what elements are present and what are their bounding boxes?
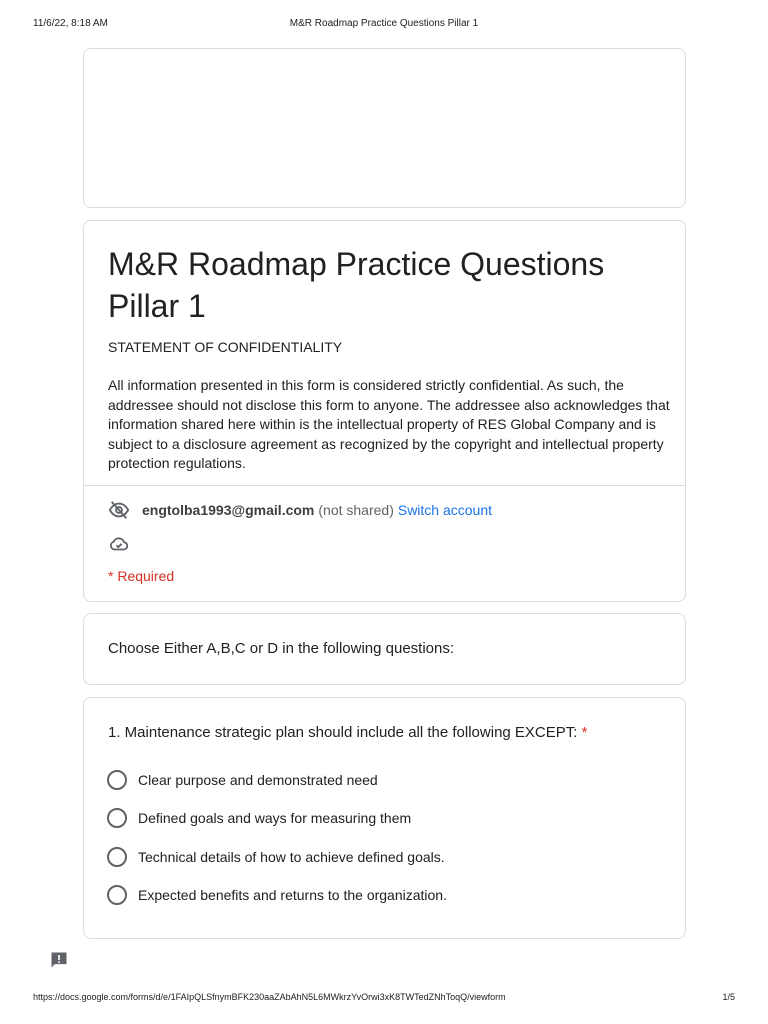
print-header xyxy=(0,18,768,32)
account-email: engtolba1993@gmail.com xyxy=(142,502,315,518)
radio-button[interactable] xyxy=(107,770,127,790)
instructions-text: Choose Either A,B,C or D in the following questions: xyxy=(108,640,455,657)
radio-button[interactable] xyxy=(107,808,127,828)
form-title: M&R Roadmap Practice Questions Pillar 1 xyxy=(108,246,605,324)
confidentiality-heading: STATEMENT OF CONFIDENTIALITY xyxy=(108,339,343,355)
report-feedback-icon[interactable] xyxy=(49,950,69,970)
question-label: 1. Maintenance strategic plan should include all the following EXCEPT: xyxy=(108,724,578,741)
option-label: Clear purpose and demonstrated need xyxy=(138,772,378,788)
account-row xyxy=(108,499,492,521)
option-a[interactable] xyxy=(107,769,378,791)
form-banner xyxy=(83,48,686,208)
not-shared-label: (not shared) xyxy=(318,502,394,518)
page-number: 1/5 xyxy=(722,992,735,1002)
option-b[interactable] xyxy=(107,807,411,829)
print-doc-title: M&R Roadmap Practice Questions Pillar 1 xyxy=(289,18,479,29)
required-star: * xyxy=(581,724,588,741)
option-d[interactable] xyxy=(107,884,447,906)
option-label: Technical details of how to achieve defined goals. xyxy=(138,849,445,865)
confidentiality-body: All information presented in this form is considered strictly confidential. As such, the addressee should not disclose this form to anyone. The addressee also acknowledges that information shared here within is the intellectual property of RES Global Company and is subject to a disclosure agreement as recognized by the copyright and intellectual property protection regulations. xyxy=(108,377,670,471)
form-title-card xyxy=(83,220,686,602)
print-datetime: 11/6/22, 8:18 AM xyxy=(33,18,108,29)
required-note: * Required xyxy=(108,568,175,584)
switch-account-link[interactable]: Switch account xyxy=(397,502,493,518)
radio-button[interactable] xyxy=(107,847,127,867)
eye-off-icon xyxy=(108,499,130,521)
instructions-card xyxy=(83,613,686,685)
option-c[interactable] xyxy=(107,846,445,868)
radio-button[interactable] xyxy=(107,885,127,905)
print-url: https://docs.google.com/forms/d/e/1FAIpQLSfnymBFK230aaZAbAhN5L6MWkrzYvOrwi3xK8TWTedZNhToqQ/viewform xyxy=(33,992,506,1002)
cloud-check-icon xyxy=(108,533,130,555)
divider xyxy=(84,485,685,486)
print-footer xyxy=(0,992,768,1006)
option-label: Defined goals and ways for measuring them xyxy=(138,810,412,826)
option-label: Expected benefits and returns to the organization. xyxy=(138,887,447,903)
question-card xyxy=(83,697,686,939)
question-text xyxy=(108,724,587,741)
